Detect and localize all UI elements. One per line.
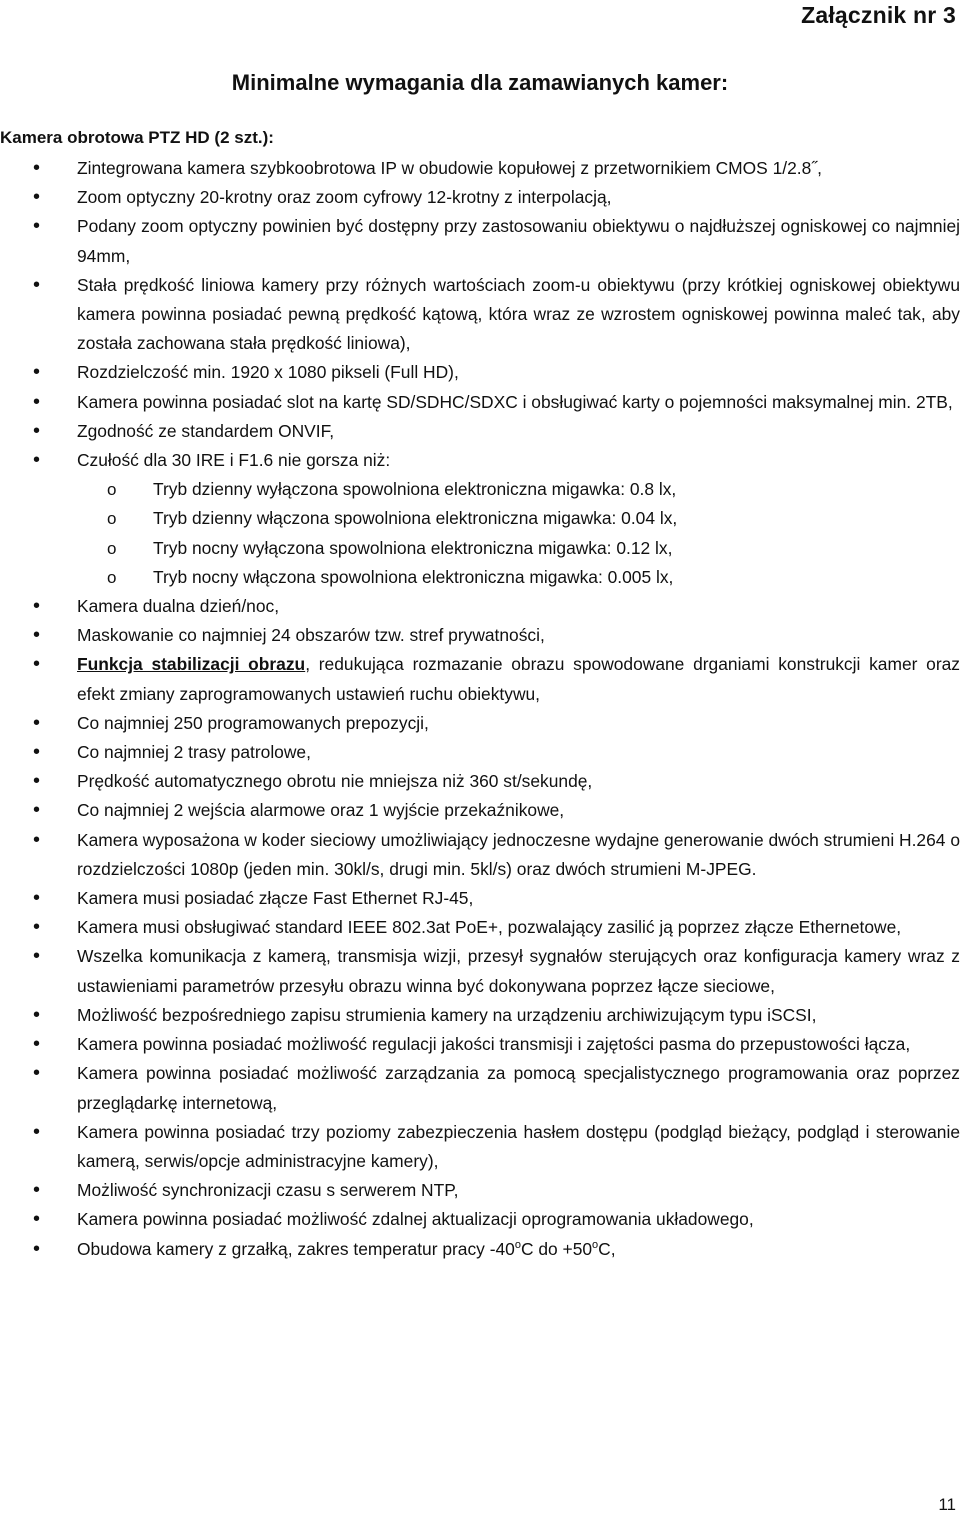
list-item-stabilization xyxy=(0,650,960,708)
list-item: • Kamera dualna dzień/noc, xyxy=(0,592,960,621)
temperature-prefix: Obudowa kamery z grzałką, zakres temperatur pracy -40 xyxy=(77,1238,515,1259)
list-item: • Kamera musi obsługiwać standard IEEE 802.3at PoE+, pozwalający zasilić ją poprzez złącze Ethernetowe, xyxy=(0,913,960,942)
temperature-mid: C do +50 xyxy=(520,1238,593,1259)
list-item: • Zgodność ze standardem ONVIF, xyxy=(0,417,960,446)
list-item: • Kamera powinna posiadać możliwość regulacji jakości transmisji i zajętości pasma do przepustowości łącza, xyxy=(0,1030,960,1059)
requirements-list xyxy=(0,154,960,1264)
list-item: • Co najmniej 250 programowanych prepozycji, xyxy=(0,709,960,738)
list-item: • Prędkość automatycznego obrotu nie mniejsza niż 360 st/sekundę, xyxy=(0,767,960,796)
list-item: • Wszelka komunikacja z kamerą, transmisja wizji, przesył sygnałów sterujących oraz konfiguracja kamery wraz z ustawieniami parametrów przesyłu obrazu winna być dokonywana poprzez łącze sieciowe, xyxy=(0,942,960,1000)
list-item: • Co najmniej 2 trasy patrolowe, xyxy=(0,738,960,767)
list-item: • Rozdzielczość min. 1920 x 1080 pikseli (Full HD), xyxy=(0,358,960,387)
section-heading: Kamera obrotowa PTZ HD (2 szt.): xyxy=(0,128,274,147)
list-item: • Maskowanie co najmniej 24 obszarów tzw. stref prywatności, xyxy=(0,621,960,650)
stabilization-text: , redukująca rozmazanie obrazu spowodowane drganiami konstrukcji kamer oraz efekt zmiany zaprogramowanych ustawień ruchu obiektywu, xyxy=(77,654,960,704)
annex-label: Załącznik nr 3 xyxy=(801,2,956,28)
page-number: 11 xyxy=(938,1495,956,1514)
sub-list-item: o Tryb dzienny wyłączona spowolniona elektroniczna migawka: 0.8 lx, xyxy=(77,475,960,504)
list-item: • Możliwość bezpośredniego zapisu strumienia kamery na urządzeniu archiwizującym typu iSCSI, xyxy=(0,1001,960,1030)
list-item: • Kamera powinna posiadać możliwość zarządzania za pomocą specjalistycznego programowania oraz poprzez przeglądarkę internetową, xyxy=(0,1059,960,1117)
stabilization-label: Funkcja stabilizacji obrazu xyxy=(77,654,306,675)
sub-list-item: o Tryb nocny włączona spowolniona elektroniczna migawka: 0.005 lx, xyxy=(77,563,960,592)
sub-list-item: o Tryb dzienny włączona spowolniona elektroniczna migawka: 0.04 lx, xyxy=(77,504,960,533)
sensitivity-sublist xyxy=(77,475,960,592)
list-item: • Co najmniej 2 wejścia alarmowe oraz 1 wyjście przekaźnikowe, xyxy=(0,796,960,825)
sub-list-item: o Tryb nocny wyłączona spowolniona elektroniczna migawka: 0.12 lx, xyxy=(77,534,960,563)
list-item: • Możliwość synchronizacji czasu s serwerem NTP, xyxy=(0,1176,960,1205)
document-title: Minimalne wymagania dla zamawianych kamer: xyxy=(231,70,729,95)
sensitivity-text: Czułość dla 30 IRE i F1.6 nie gorsza niż: xyxy=(77,450,391,471)
temperature-suffix: C, xyxy=(598,1238,616,1259)
list-item-sensitivity xyxy=(0,446,960,592)
list-item: • Zoom optyczny 20-krotny oraz zoom cyfrowy 12-krotny z interpolacją, xyxy=(0,183,960,212)
list-item: • Podany zoom optyczny powinien być dostępny przy zastosowaniu obiektywu o najdłuższej ogniskowej co najmniej 94mm, xyxy=(0,212,960,270)
degree-sup: o xyxy=(514,1238,521,1251)
list-item: • Kamera powinna posiadać trzy poziomy zabezpieczenia hasłem dostępu (podgląd bieżący, podgląd i sterowanie kamerą, serwis/opcje administracyjne kamery), xyxy=(0,1118,960,1176)
list-item: • Stała prędkość liniowa kamery przy różnych wartościach zoom-u obiektywu (przy krótkiej ogniskowej obiektywu kamera powinna posiadać pewną prędkość kątową, która wraz ze wzrostem ogniskowej powinna maleć tak, aby została zachowana stała prędkość liniowa), xyxy=(0,271,960,359)
list-item: • Kamera wyposażona w koder sieciowy umożliwiający jednoczesne wydajne generowanie dwóch strumieni H.264 o rozdzielczości 1080p (jeden min. 30kl/s, drugi min. 5kl/s) oraz dwóch strumieni M-JPEG. xyxy=(0,826,960,884)
list-item-temperature xyxy=(0,1235,960,1264)
list-item: • Kamera powinna posiadać slot na kartę SD/SDHC/SDXC i obsługiwać karty o pojemności maksymalnej min. 2TB, xyxy=(0,388,960,417)
list-item: • Kamera powinna posiadać możliwość zdalnej aktualizacji oprogramowania układowego, xyxy=(0,1205,960,1234)
list-item: • Zintegrowana kamera szybkoobrotowa IP w obudowie kopułowej z przetwornikiem CMOS 1/2.8˝, xyxy=(0,154,960,183)
degree-sup: o xyxy=(592,1238,599,1251)
list-item: • Kamera musi posiadać złącze Fast Ethernet RJ-45, xyxy=(0,884,960,913)
